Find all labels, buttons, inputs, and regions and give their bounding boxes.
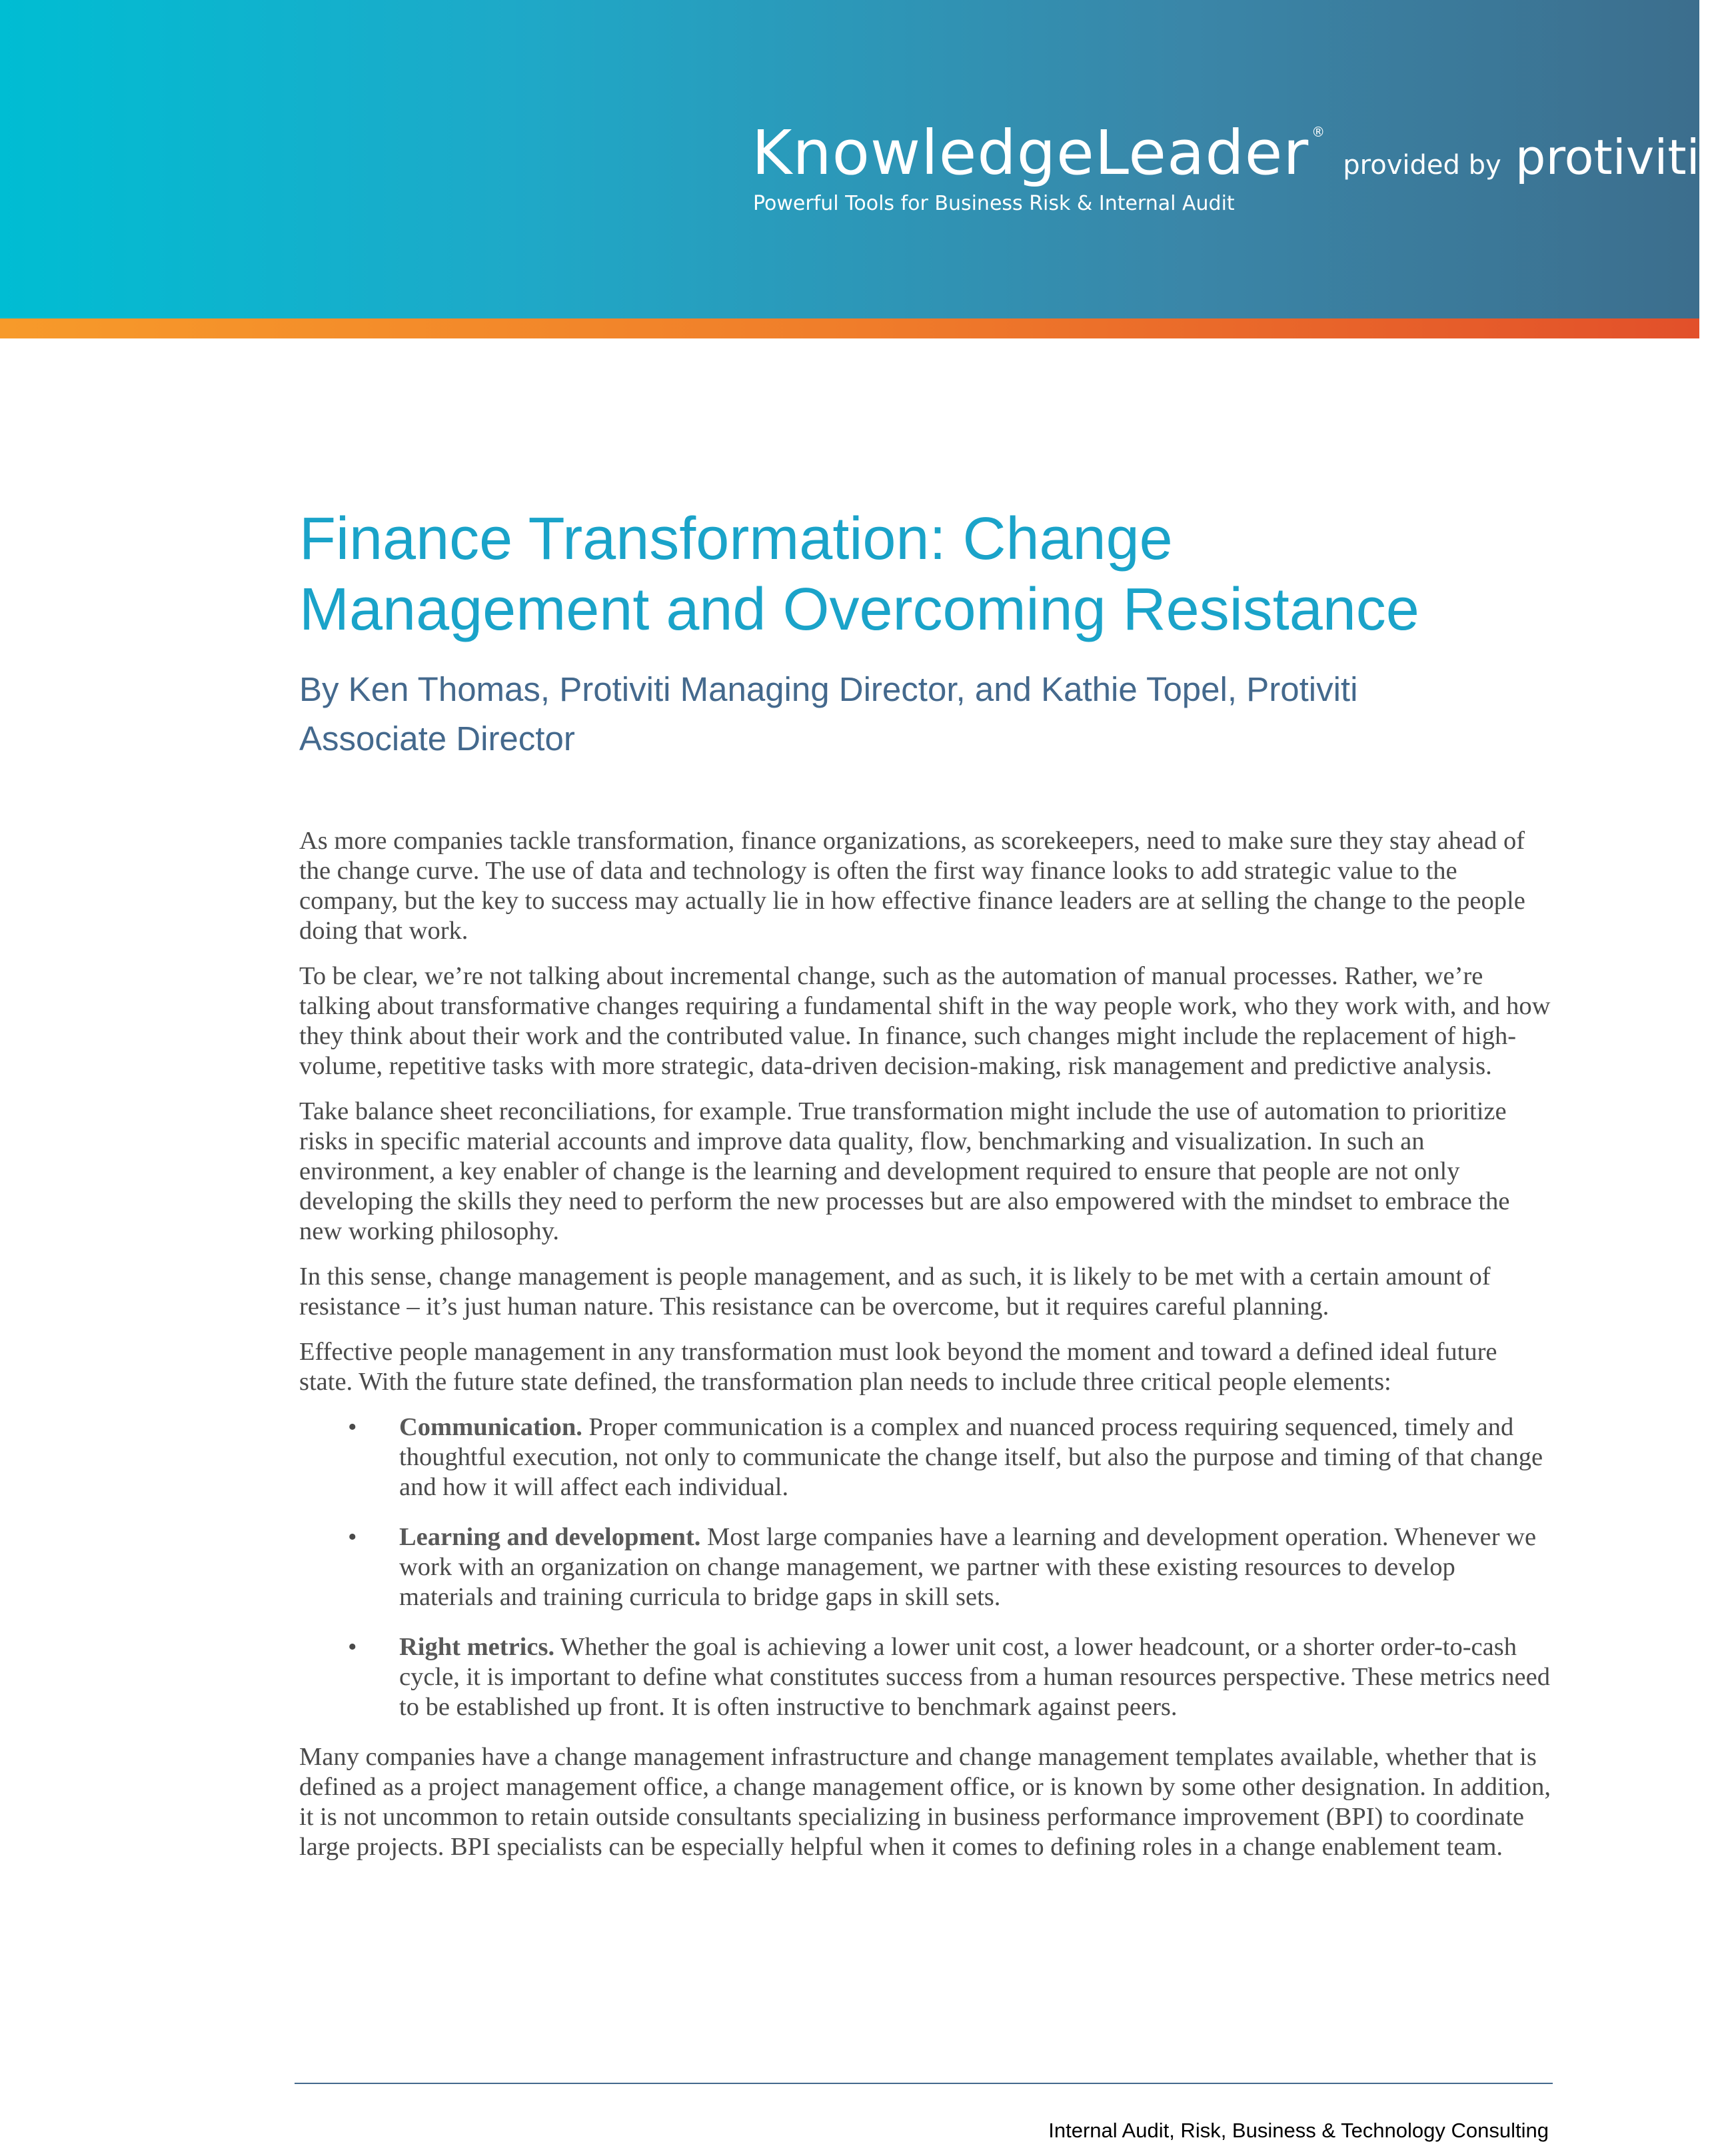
brand-name: KnowledgeLeader [752, 117, 1309, 189]
company-reg-mark: ® [1702, 124, 1716, 140]
paragraph: As more companies tackle transformation, finance organizations, as scorekeepers, need to make sure they stay ahead of the change curve. The use of data and technology is often the first way finance looks to add strategic value to the company, but the key to success may actually lie in how effective finance leaders are at selling the change to the people doing that work. [299, 827, 1525, 945]
list-item [299, 1522, 1552, 1612]
footer-divider [295, 2083, 1553, 2084]
header-banner [0, 0, 1716, 318]
brand-reg-mark: ® [1311, 124, 1325, 140]
paragraph: In this sense, change management is people management, and as such, it is likely to be met with a certain amount of resistance – it’s just human nature. This resistance can be overcome, but it requires careful planning. [299, 1263, 1491, 1321]
bullet-text: Whether the goal is achieving a lower unit cost, a lower headcount, or a shorter order-to-cash cycle, it is important to define what constitutes success from a human resources perspective. These metrics need to be established up front. It is often instructive to benchmark against peers. [399, 1633, 1550, 1721]
bullet-text: Most large companies have a learning and development operation. Whenever we work with an organization on change management, we partner with these existing resources to develop materials and training curricula to bridge gaps in skill sets. [399, 1523, 1537, 1611]
bullet-icon: • [348, 1523, 357, 1551]
article-body [299, 826, 1552, 1878]
bullet-text: Proper communication is a complex and nuanced process requiring sequenced, timely and thoughtful execution, not only to communicate the change itself, but also the purpose and timing of that change and how it will affect each individual. [399, 1413, 1543, 1501]
article-title: Finance Transformation: Change Management and Overcoming Resistance [299, 506, 1419, 643]
bullet-lead: Communication. [399, 1413, 582, 1441]
protiviti-logo: protiviti [1515, 129, 1700, 185]
knowledgeleader-logo[interactable] [752, 117, 1716, 189]
paragraph: Effective people management in any transformation must look beyond the moment and toward a defined ideal future state. With the future state defined, the transformation plan needs to include three critical people elements: [299, 1338, 1497, 1396]
bullet-icon: • [348, 1413, 357, 1441]
paragraph: To be clear, we’re not talking about incremental change, such as the automation of manual processes. Rather, we’re talking about transformative changes requiring a fundamental shift in the way people work, who they work with, and how they think about their work and the contributed value. In finance, such changes might include the replacement of high-volume, repetitive tasks with more strategic, data-driven decision-making, risk management and predictive analysis. [299, 962, 1551, 1080]
article-byline: By Ken Thomas, Protiviti Managing Director, and Kathie Topel, Protiviti Associate Director [299, 670, 1358, 758]
list-item [299, 1412, 1552, 1502]
bullet-lead: Learning and development. [399, 1523, 701, 1551]
tagline: Powerful Tools for Business Risk & Internal Audit [753, 192, 1235, 215]
footer-text: Internal Audit, Risk, Business & Technology Consulting [1048, 2119, 1549, 2142]
bullet-icon: • [348, 1633, 357, 1661]
bullet-lead: Right metrics. [399, 1633, 555, 1661]
people-elements-list [299, 1412, 1552, 1722]
list-item [299, 1632, 1552, 1722]
provided-by-label: provided by [1343, 150, 1501, 181]
paragraph: Take balance sheet reconciliations, for example. True transformation might include the use of automation to prioritize risks in specific material accounts and improve data quality, flow, benchmarking and visualization. In such an environment, a key enabler of change is the learning and development required to ensure that people are not only developing the skills they need to perform the new processes but are also empowered with the mindset to embrace the new working philosophy. [299, 1097, 1510, 1245]
closing-paragraph: Many companies have a change management infrastructure and change management templates available, whether that is defined as a project management office, a change management office, or is known by some other designation. In addition, it is not uncommon to retain outside consultants specializing in business performance improvement (BPI) to coordinate large projects. BPI specialists can be especially helpful when it comes to defining roles in a change enablement team. [299, 1743, 1551, 1861]
header-accent-stripe [0, 318, 1699, 338]
